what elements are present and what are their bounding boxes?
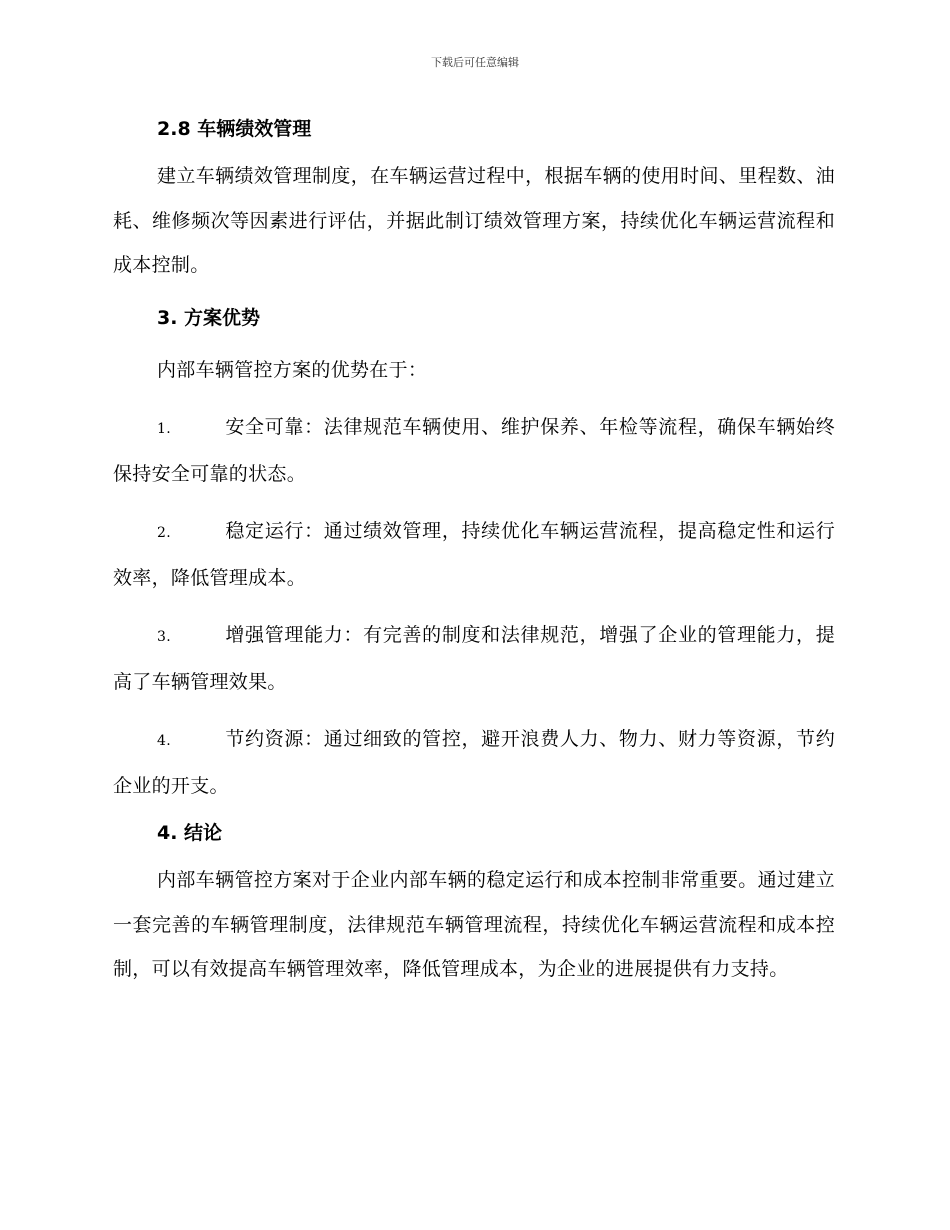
section-3-intro: 内部车辆管控方案的优势在于： [157, 358, 428, 381]
document-body [113, 112, 835, 992]
list-text: 增强管理能力：有完善的制度和法律规范，增强了企业的管理能力，提高了车辆管理效果。 [113, 624, 835, 693]
list-item [113, 613, 835, 704]
section-heading-4: 4. 结论 [157, 822, 223, 844]
list-number: 3. [157, 629, 171, 645]
section-heading-2-8: 2.8 车辆绩效管理 [157, 118, 312, 140]
list-text: 安全可靠：法律规范车辆使用、维护保养、年检等流程，确保车辆始终保持安全可靠的状态。 [113, 416, 835, 485]
list-item [113, 717, 835, 808]
page-header: 下载后可任意编辑 [431, 56, 519, 69]
section-heading-3: 3. 方案优势 [157, 306, 261, 329]
section-4-paragraph: 内部车辆管控方案对于企业内部车辆的稳定运行和成本控制非常重要。通过建立一套完善的车辆管理制度，法律规范车辆管理流程，持续优化车辆运营流程和成本控制，可以有效提高车辆管理效率，降低管理成本，为企业的进展提供有力支持。 [113, 869, 835, 980]
section-2-8-paragraph: 建立车辆绩效管理制度，在车辆运营过程中，根据车辆的使用时间、里程数、油耗、维修频次等因素进行评估，并据此制订绩效管理方案，持续优化车辆运营流程和成本控制。 [113, 165, 835, 276]
list-text: 节约资源：通过细致的管控，避开浪费人力、物力、财力等资源，节约企业的开支。 [113, 728, 835, 797]
list-number: 1. [157, 421, 171, 437]
list-number: 2. [157, 525, 171, 541]
list-text: 稳定运行：通过绩效管理，持续优化车辆运营流程，提高稳定性和运行效率，降低管理成本。 [113, 520, 835, 589]
list-number: 4. [157, 733, 171, 749]
list-item [113, 405, 835, 496]
list-item [113, 509, 835, 600]
